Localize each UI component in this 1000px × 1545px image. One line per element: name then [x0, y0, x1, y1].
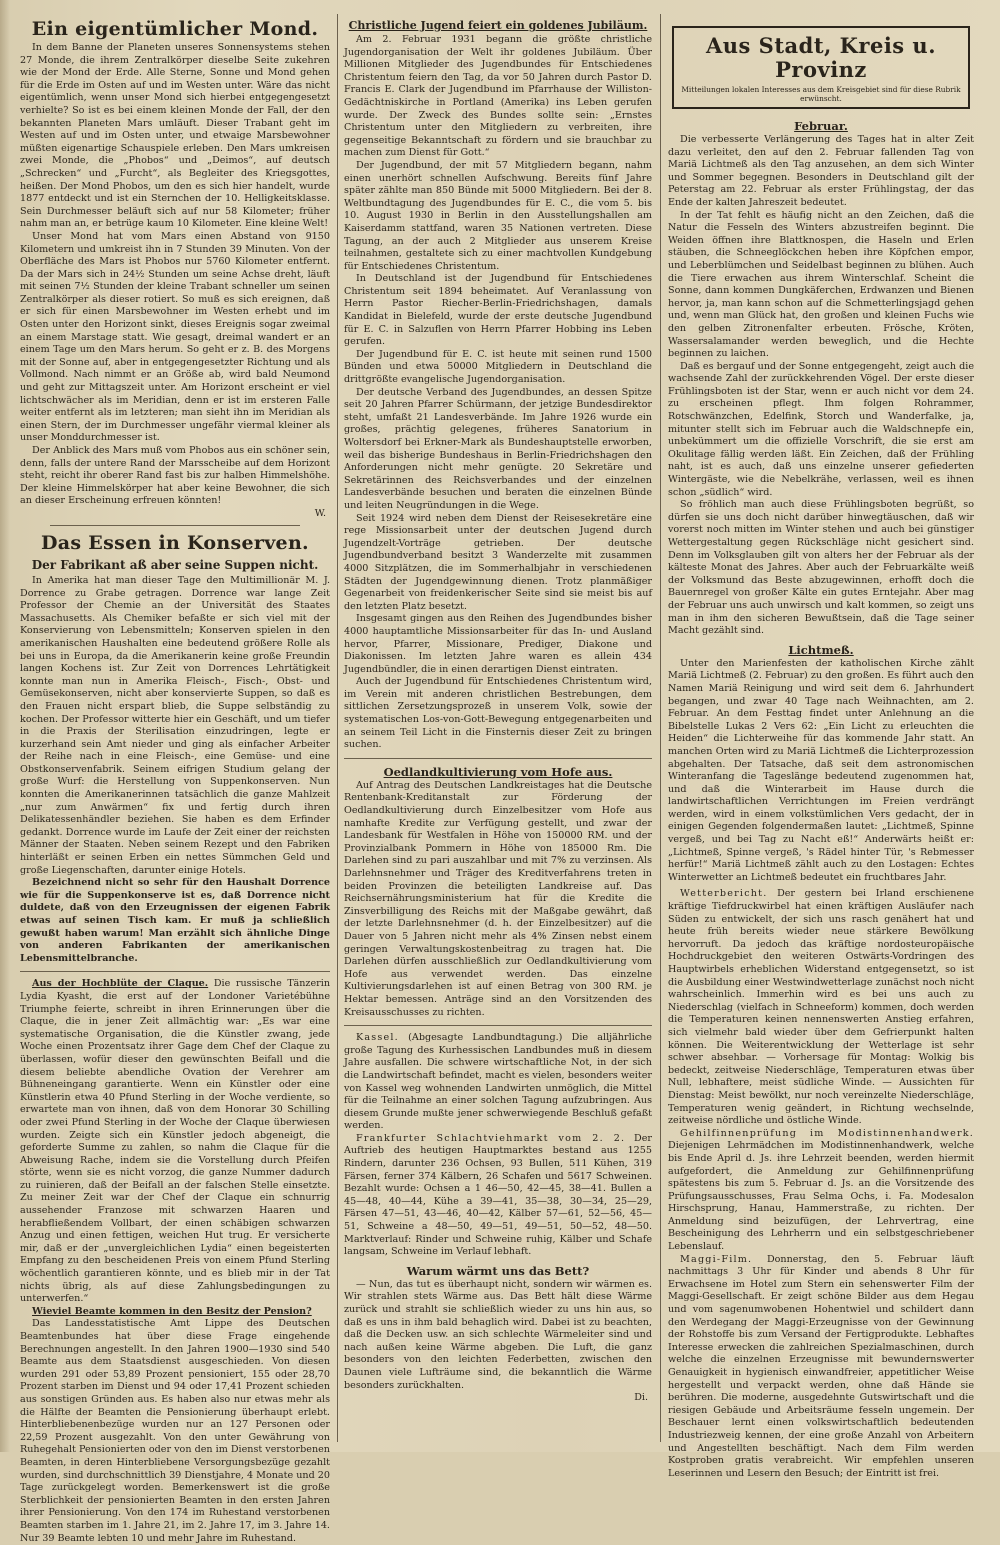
- article-paragraph: Das Landesstatistische Amt Lippe des Deutschen Beamtenbundes hat über diese Frage eingehende Berechnungen angestellt. In den Jahren 1900—1930 sind 540 Beamte aus dem Staatsdienst ausgeschieden. Von diesen wurden 291 oder 53,89 Prozent pensioniert, 155 oder 28,70 Prozent starben im Dienst und 94 oder 17,41 Prozent schieden aus sonstigen Gründen aus. Es haben also nur etwas mehr als die Hälfte der Beamten die Pensionierung überhaupt erlebt. Hinterbliebenenbezüge wurden nur an 127 Personen oder 22,59 Prozent ausgezahlt. Von den unter Gewährung von Ruhegehalt Pensionierten oder von den im Dienst verstorbenen Beamten, in deren Hinterbliebene Versorgungsbezüge gezahlt wurden, sind durchschnittlich 39 Dienstjahre, 4 Monate und 20 Tage zurückgelegt worden. Bemerkenswert ist die große Sterblichkeit der pensionierten Beamten in den ersten Jahren ihrer Pensionierung. Von den 174 im Ruhestand verstorbenen Beamten starben im 1. Jahre 21, im 2. Jahre 17, im 3. Jahre 14. Nur 39 Beamte lebten 10 und mehr Jahre im Ruhestand.: [20, 1318, 330, 1544]
- article-title-februar: Februar.: [794, 119, 848, 133]
- item-lead-claque: Aus der Hochblüte der Claque.: [32, 978, 209, 990]
- article-paragraph: In Amerika hat man dieser Tage den Multimillionär M. J. Dorrence zu Grabe getragen. Dorrence war lange Zeit Professor der Chemie an der Universität des Staates Massachusetts. Als Chemiker befaßte er sich viel mit der Konservierung von Lebensmitteln; Konserven spielen in den amerikanischen Haushalten eine bedeutend größere Rolle als bei uns in Europa, da die Amerikanerin keine große Freundin langen Kochens ist. Zur Zeit von Dorrences Lehrtätigkeit konnte man nun in Amerika Fleisch-, Fisch-, Obst- und Gemüsekonserven, nicht aber konservierte Suppen, so daß es den Frauen nicht erspart blieb, die Suppe selbständig zu kochen. Der Professor witterte hier ein Geschäft, und um tiefer in die Praxis der Sterilisation einzudringen, legte er kurzerhand sein Amt nieder und ging als einfacher Arbeiter der Reihe nach in eine Fleisch-, eine Gemüse- und eine Obstkonservenfabrik. Seinem eifrigen Studium gelang der große Wurf: die Herstellung von Suppenkonserven. Nun konnten die Amerikanerinnen tatsächlich die ganze Mahlzeit „nur zum Anwärmen“ fix und fertig durch ihren Delikatessenhändler beziehen. Sie haben es dem Erfinder gedankt. Dorrence wurde im Laufe der Zeit einer der reichsten Männer der Staaten. Neben seinem Rezept und den Fabriken hinterläßt er seinen Erben ein nettes Sümmchen Geld und große Liegenschaften, darunter einige Hotels.: [20, 574, 330, 876]
- article-paragraph: Unter den Marienfesten der katholischen Kirche zählt Mariä Lichtmeß (2. Februar) zu den großen. Es führt auch den Namen Mariä Reinigung und wird seit dem 6. Jahrhundert begangen, und zwar 40 Tage nach Weihnachten, am 2. Februar. An dem Festtag findet unter Anlehnung an die Bibelstelle Lukas 2 Vers 62: „Ein Licht zu erleuchten die Heiden“ die Lichterweihe für das kommende Jahr statt. An manchen Orten wird zu Mariä Lichtmeß die Lichterprozession abgehalten. Der Tatsache, daß seit dem astronomischen Winteranfang die Tageslänge bedeutend zugenommen hat, und daß die Winterarbeit im Hause durch die landwirtschaftlichen Verrichtungen im Freien verdrängt werden, wird in einem volkstümlichen Vers gedacht, der in einigen Gegenden folgendermaßen lautet: „Lichtmeß, Spinne vergeß, und bei Tag zu Nacht eß!“ Anderwärts heißt er: „Lichtmeß, Spinne vergeß, 's Rädel hinter Tür, 's Rebmesser herfür!“ Mariä Lichtmeß zählt auch zu den Lostagen: Echtes Winterwetter an Lichtmeß bedeutet ein fruchtbares Jahr.: [668, 657, 974, 883]
- article-paragraph: Daß es bergauf und der Sonne entgegengeht, zeigt auch die wachsende Zahl der zurückkehrenden Vögel. Der erste dieser Frühlingsboten ist der Star, wenn er auch nicht vor dem 24. zu erscheinen pflegt. Ihm folgen Rohrammer, Rotschwänzchen, Edelfink, Storch und Wanderfalke, ja, mitunter stellt sich im Februar auch die Waldschnepfe ein, unbekümmert um die offizielle Vorschrift, die sie erst am Okulitage fällig werden läßt. Ein Zeichen, daß der Frühling naht, ist es auch, daß uns einzelne unserer gefiederten Wintergäste, wie die Nebelkrähe, verlassen, weil es ihnen schon „südlich“ wird.: [668, 360, 974, 498]
- article-paragraph: Auf Antrag des Deutschen Landkreistages hat die Deutsche Rentenbank-Kreditanstalt zur Förderung der Oedlandkultivierung durch Einzelbesitzer vom Hofe aus namhafte Kredite zur Verfügung gestellt, und zwar der Landesbank für Westfalen in Höhe von 150000 RM. und der Provinzialbank Pommern in Höhe von 185000 Rm. Die Darlehen sind zu pari auszahlbar und mit 7% zu verzinsen. Als Darlehnsnehmer und Träger des Kreditverfahrens treten in beiden Provinzen die beteiligten Landkreise auf. Das Reichsernährungsministerium hat für die Kredite die Zinsverbilligung des Reichs mit der Maßgabe gewährt, daß der letzte Darlehnsnehmer (d. h. der Einzelbesitzer) auf die Dauer von 5 Jahren nicht mehr als 4% Zinsen nebst einem geringen Verwaltungskostenbeitrag zu tragen hat. Die Darlehen dürfen ausschließlich zur Oedlandkultivierung vom Hofe aus verwendet werden. Das einzelne Kultivierungsdarlehen ist auf einen Betrag von 300 RM. je Hektar bemessen. Anträge sind an den Vorsitzenden des Kreisausschusses zu richten.: [344, 779, 652, 1018]
- article-separator: [50, 525, 300, 526]
- article-paragraph: Unser Mond hat vom Mars einen Abstand von 9150 Kilometern und umkreist ihn in 7 Stunden 39 Minuten. Von der Oberfläche des Mars ist Phobos nur 5760 Kilometer entfernt. Da der Mars sich in 24½ Stunden um seine Achse dreht, läuft mit seinen 7½ Stunden der kleine Trabant schneller um seinen Zentralkörper als dieser rotiert. So muß es sich ereignen, daß er sich für einen Marsbewohner im Westen erhebt und im Osten unter den Horizont sinkt, dieses Ereignis sogar zweimal an einem Marstage statt. Wie gesagt, dreimal wandert er an einem Tage um den Mars herum. So geht er z. B. des Morgens mit der Sonne auf, aber in entgegengesetzter Richtung und als Vollmond. Nach nimmt er an Größe ab, wird bald Neumond und geht zur Mittagszeit unter. Am Horizont erscheint er viel lichtschwächer als im Meridian, denn er ist im ersteren Falle weiter entfernt als im letzteren; man sieht ihn im Meridian als einen Stern, der im Durchmesser ungefähr viermal kleiner als unser Monddurchmesser ist.: [20, 230, 330, 444]
- section-masthead-subtitle: Mitteilungen lokalen Interesses aus dem Kreisgebiet sind für diese Rubrik erwünscht.: [681, 85, 961, 103]
- article-paragraph: In der Tat fehlt es häufig nicht an den Zeichen, daß die Natur die Fesseln des Winters abzustreifen beginnt. Die Weiden öffnen ihre Blattknospen, die Haseln und Erlen stäuben, die Schneeglöckchen heben ihre Köpfchen empor, und Leberblümchen und Seidelbast beginnen zu blühen. Auch die Tiere erwachen aus ihrem Winterschlaf. Scheint die Sonne, dann kommen Dungkäferchen, Erdwanzen und Bienen hervor, ja, man kann schon auf die Schmetterlingsjagd gehen und, wenn man Glück hat, den großen und kleinen Fuchs wie den gelben Zitronenfalter erbeuten. Frösche, Kröten, Wassersalamander werden beweglich, und die Hechte beginnen zu laichen.: [668, 209, 974, 360]
- article-paragraph: So fröhlich man auch diese Frühlingsboten begrüßt, so dürfen sie uns doch nicht darüber hinwegtäuschen, daß wir vorerst noch mitten im Winter stehen und auch bei günstiger Wettergestaltung gegen Rückschläge nicht gesichert sind. Denn im Volksglauben gilt von alters her der Februar als der kälteste Monat des Jahres. Aber auch der Februarkälte weiß der Volksmund das Beste abzugewinnen, erhofft doch die Bauernregel von großer Kälte ein gutes Erntejahr. Aber mag der Februar uns auch unwirsch und kalt kommen, so zeigt uns man in ihm den sicheren Bewußtsein, daß die Tage seiner Macht gezählt sind.: [668, 499, 974, 637]
- column-middle: [344, 14, 652, 1440]
- article-separator: [344, 758, 652, 759]
- article-paragraph: In Deutschland ist der Jugendbund für Entschiedenes Christentum seit 1894 beheimatet. Auf Veranlassung von Herrn Pastor Riecher-Berlin-Friedrichshagen, damals Kandidat in Bielefeld, wurde der erste deutsche Jugendbund für E. C. in Salzuflen von Herrn Pfarrer Hobbing ins Leben gerufen.: [344, 273, 652, 348]
- article-title-konserven: Das Essen in Konserven.: [41, 531, 309, 554]
- article-paragraph: Insgesamt gingen aus den Reihen des Jugendbundes bisher 4000 hauptamtliche Missionsarbeiter für das In- und Ausland hervor, Pfarrer, Missionare, Prediger, Diakone und Diakonissen. Im letzten Jahre waren es allein 434 Jugendbündler, die in einen derartigen Dienst eintraten.: [344, 613, 652, 675]
- article-paragraph: Seit 1924 wird neben dem Dienst der Reisesekretäre eine rege Missionsarbeit unter der deutschen Jugend durch Jugendzelt-Vorträge getrieben. Der deutsche Jugendbundverband besitzt 3 Wanderzelte mit zusammen 4000 Sitzplätzen, die im Sommerhalbjahr in verschiedenen Städten der Jugendgewinnung dienen. Trotz planmäßiger Gegenarbeit von freidenkerischer Seite sind sie meist bis auf den letzten Platz besetzt.: [344, 512, 652, 612]
- article-separator: [344, 1025, 652, 1026]
- item-text: Der gestern bei Irland erschienene kräftige Tiefdruckwirbel hat einen kräftigen Ausläufer nach Süden zu entwickelt, der sich uns rasch genähert hat und heute früh bereits wieder neue stärkere Bewölkung hervorruft. Da jedoch das kräftige nordosteuropäische Hochdruckgebiet den weiteren Ostwärts-Vordringen des Hauptwirbels erheblichen Widerstand entgegensetzt, so ist die Ausbildung einer Westwindwetterlage zunächst noch nicht wahrscheinlich. Immerhin wird es bei uns auch zu Niederschlag (vielfach in Schneeform) kommen, doch werden die Temperaturen keinen nennenswerten Anstieg erfahren, sich vielmehr bald wieder über dem Gefrierpunkt halten können. Die Weiterentwicklung der Wetterlage ist sehr schwer absehbar. — Vorhersage für Montag: Wolkig bis bedeckt, zeitweise Niederschläge, Temperaturen etwas über Null, lebhaftere, meist südliche Winde. — Aussichten für Dienstag: Meist bewölkt, nur noch vereinzelte Niederschläge, Temperaturen wenig geändert, in Richtung wechselnde, zeitweise nördliche und östliche Winde.: [668, 888, 974, 1127]
- item-text: Die russische Tänzerin Lydia Kyasht, die erst auf der Londoner Varietébühne Triumphe feierte, schreibt in ihren Erinnerungen über die Claque, die in jener Zeit allmächtig war: „Es war eine systematische Organisation, die die Künstler zwang, jede Woche einen Prozentsatz ihrer Gage dem Chef der Claque zu überlassen, wofür dieser den gewünschten Beifall und die diesem beliebte abendliche Ovation der Verehrer am Bühneneingang garantierte. Wenn ein Künstler oder eine Künstlerin etwa 40 Pfund Sterling in der Woche verdiente, so erwartete man von ihnen, daß von dem Honorar 30 Schilling oder zwei Pfund Sterling in der Woche der Claque überwiesen wurden. Zeigte sich ein Künstler jedoch abgeneigt, die geforderte Summe zu zahlen, so nahm die Claque für die Abweisung Rache, indem sie die Vorstellung durch Pfeifen störte, wenn sie es nicht vorzog, die ganze Nummer dadurch zu ruinieren, daß der Beifall an der falschen Stelle einsetzte. Zu meiner Zeit war der Chef der Claque ein schnurrig aussehender Franzose mit schwarzen Haaren und herabfließendem Vollbart, der einen schäbigen schwarzen Anzug und einen fettigen, weichen Hut trug. Er versicherte mir, daß er der „unvergleichlichen Lydia“ einen begeisterten Empfang zu den bescheidenen Preis von einem Pfund Sterling wöchentlich garantieren könnte, und es blieb mir in der Tat nichts übrig, als auf diese Zahlungsbedingungen zu unterwerfen.“: [20, 978, 330, 1305]
- article-paragraph: Der deutsche Verband des Jugendbundes, an dessen Spitze seit 20 Jahren Pfarrer Schürmann, der jetzige Bundesdirektor steht, umfaßt 21 Landesverbände. Im Jahre 1926 wurde ein großes, prächtig gelegenes, früheres Sanatorium in Woltersdorf bei Erkner-Mark als Bundeshauptstelle erworben, weil das bisherige Bundeshaus in Berlin-Friedrichshagen den Anforderungen nicht mehr genügte. 20 Sekretäre und Sekretärinnen des Reichsverbandes und der einzelnen Landesverbände besuchen und beraten die einzelnen Bünde und leiten Neugründungen in die Wege.: [344, 386, 652, 511]
- article-paragraph: Der Jugendbund für E. C. ist heute mit seinen rund 1500 Bünden und etwa 50000 Mitgliedern in Deutschland die drittgrößte evangelische Jugendorganisation.: [344, 348, 652, 386]
- article-separator: [20, 971, 330, 972]
- item-text: Donnerstag, den 5. Februar läuft nachmittags 3 Uhr für Kinder und abends 8 Uhr für Erwachsene im Hotel zum Stern ein sehenswerter Film der Maggi-Gesellschaft. Er zeigt schöne Bilder aus dem Hegau und vom sagenumwobenen Hohentwiel und schildert dann den Werdegang der Maggi-Erzeugnisse von der Gewinnung der Rohstoffe bis zum Versand der Fertigprodukte. Lebhaftes Interesse erwecken die zahlreichen Spezialmaschinen, durch welche die einzelnen Erzeugnisse mit bewundernswerter Genauigkeit in hygienisch einwandfreier, appetitlicher Weise hergestellt und verpackt werden, ohne daß Hände sie berühren. Die moderne, ausgedehnte Gutswirtschaft und die riesigen Gebäude und Arbeitsräume fesseln ungemein. Der Beschauer lernt einen volkswirtschaftlich bedeutenden Industriezweig kennen, der eine große Anzahl von Arbeitern und Angestellten beschäftigt. Nach dem Film werden Kostproben gratis verabreicht. Wir empfehlen unseren Leserinnen und Lesern den Besuch; der Eintritt ist frei.: [668, 1253, 974, 1479]
- item-text: (Abgesagte Landbundtagung.) Die alljährliche große Tagung des Kurhessischen Landbundes muß in diesem Jahre ausfallen. Die schwere wirtschaftliche Not, in der sich die Landwirtschaft befindet, macht es vielen, besonders weiter von Kassel weg wohnenden Landwirten unmöglich, die Mittel für die Teilnahme an einer solchen Tagung aufzubringen. Aus diesem Grunde mußte jener schwerwiegende Beschluß gefaßt werden.: [344, 1032, 652, 1132]
- section-masthead: [672, 26, 970, 109]
- article-paragraph: Bezeichnend nicht so sehr für den Haushalt Dorrence wie für die Suppenkonserve ist es, daß Dorrence nicht duldete, daß von den Erzeugnissen der eigenen Fabrik etwas auf seinen Tisch kam. Er muß ja schließlich gewußt haben warum! Man erzählt sich ähnliche Dinge von anderen Fabrikanten der amerikanischen Lebensmittelbranche.: [20, 877, 330, 964]
- item-lead-wetter: Wetterbericht.: [680, 888, 768, 900]
- article-paragraph: Der Anblick des Mars muß vom Phobos aus ein schöner sein, denn, falls der untere Rand der Marsscheibe auf dem Horizont steht, reicht ihr oberer Rand fast bis zur halben Himmelshöhe. Der kleine Himmelskörper hat aber keine Bewohner, die sich an dieser Erscheinung erfreuen könnten!: [20, 445, 330, 507]
- article-paragraph: Am 2. Februar 1931 begann die größte christliche Jugendorganisation der Welt ihr goldenes Jubiläum. Über Millionen Mitglieder des Jugendbundes für Entschiedenes Christentum feiern den Tag, da vor 50 Jahren durch Pastor D. Francis E. Clark der Jugendbund im Pfarrhause der Williston-Gedächtniskirche in Portland (Amerika) ins Leben gerufen wurde. Der Zweck des Bundes sollte sein: „Ernstes Christentum unter den Mitgliedern zu verbreiten, ihre gegenseitige Bekanntschaft zu fördern und sie brauchbar zu machen zum Dienst für Gott.“: [344, 34, 652, 159]
- article-paragraph: Auch der Jugendbund für Entschiedenes Christentum wird, im Verein mit anderen christlichen Bestrebungen, dem sittlichen Zersetzungsprozeß in unserem Volk, sowie der systematischen Los-von-Gott-Bewegung entgegenarbeiten und an seinem Teil Licht in die Finsternis dieser Zeit zu bringen suchen.: [344, 676, 652, 751]
- item-lead-maggi: Maggi-Film.: [680, 1253, 753, 1265]
- item-lead-gehilfinnen: Gehilfinnenprüfung im Modistinnenhandwerk.: [680, 1127, 974, 1139]
- article-signature: Di.: [634, 1392, 648, 1404]
- column-right: [668, 14, 974, 1479]
- item-text: Diejenigen Lehrmädchen im Modistinnenhandwerk, welche bis Ende April d. Js. ihre Lehrzeit beenden, werden hiermit aufgefordert, die Anmeldung zur Gehilfinnenprüfung spätestens bis zum 5. Februar d. Js. an die Vorsitzende des Prüfungsausschusses, Frau Selma Ochs, i. Fa. Modesalon Hirschsprung, Hanau, Hammerstraße, zu richten. Der Anmeldung sind beizufügen, der Lehrvertrag, eine Bescheinigung des Lehrherrn und ein selbstgeschriebener Lebenslauf.: [668, 1140, 974, 1253]
- item-lead-beamte: Wieviel Beamte kommen in den Besitz der Pension?: [32, 1305, 312, 1317]
- item-lead-frankfurt: Frankfurter Schlachtviehmarkt vom 2. 2.: [356, 1132, 626, 1144]
- article-title-lichtmess: Lichtmeß.: [788, 642, 854, 657]
- article-paragraph: In dem Banne der Planeten unseres Sonnensystems stehen 27 Monde, die ihrem Zentralkörper dieselbe Seite zukehren wie der Mond der Erde. Alle Sterne, Sonne und Mond gehen für die Erde im Osten auf und im Westen unter. Wäre das nicht eigentümlich, wenn unser Mond sich hierbei entgegengesetzt verhielte? So ist es bei einem kleinen Monde der Fall, der den bekannten Planeten Mars umläuft. Dieser Trabant geht im Westen auf und im Osten unter, und etwaige Marsbewohner müßten eigenartige Schauspiele erleben. Den Mars umkreisen zwei Monde, die „Phobos“ und „Deimos“, auf deutsch „Schrecken“ und „Furcht“, als Begleiter des Kriegsgottes, heißen. Der Mond Phobos, um den es sich hier handelt, wurde 1877 entdeckt und ist ein Sternchen der 10. Helligkeitsklasse. Sein Durchmesser beläuft sich auf nur 58 Kilometer; früher nahm man an, er betrüge kaum 10 Kilometer. Eine kleine Welt!: [20, 42, 330, 230]
- item-lead-kassel: Kassel.: [356, 1032, 399, 1044]
- section-masthead-title: Aus Stadt, Kreis u. Provinz: [705, 33, 937, 82]
- article-signature: W.: [314, 507, 326, 519]
- article-title-bett: Warum wärmt uns das Bett?: [406, 1263, 590, 1278]
- article-paragraph: Die verbesserte Verlängerung des Tages hat in alter Zeit dazu verleitet, den auf den 2. Februar fallenden Tag von Mariä Lichtmeß als den Tag anzusehen, an dem sich Winter und Sommer begegnen. Besonders in Deutschland gilt der Peterstag am 22. Februar als erster Frühlingstag, der das Ende der kalten Jahreszeit bedeutet.: [668, 134, 974, 208]
- article-title-jugend: Christliche Jugend feiert ein goldenes Jubiläum.: [348, 19, 648, 32]
- article-subtitle: Der Fabrikant aß aber seine Suppen nicht.: [31, 557, 319, 572]
- article-paragraph: Der Jugendbund, der mit 57 Mitgliedern begann, nahm einen unerhört schnellen Aufschwung. Bereits fünf Jahre später zählte man 850 Bünde mit 5000 Mitgliedern. Bei der 8. Weltbundtagung des Jugendbundes für E. C., die vom 5. bis 10. August 1930 in Berlin in den Ausstellungshallen am Kaiserdamm stattfand, waren 35 Nationen vertreten. Diese Tagung, an der auch 2 Mitglieder aus unserem Kreise teilnahmen, gestaltete sich zu einer machtvollen Kundgebung für Entschiedenes Christentum.: [344, 159, 652, 272]
- column-left: [20, 14, 330, 1544]
- article-paragraph: — Nun, das tut es überhaupt nicht, sondern wir wärmen es. Wir strahlen stets Wärme aus. Das Bett hält diese Wärme zurück und strahlt sie schließlich wieder zu uns hin aus, so daß es uns in ihm bald behaglich wird. Dabei ist zu beachten, daß die Decken usw. an sich schlechte Wärmeleiter sind und nach außen keine Wärme abgeben. Die Luft, die ganz besonders von den leichten Federbetten, zwischen den Daunen viele Lufträume sind, die bekanntlich die Wärme besonders zurückhalten.: [344, 1278, 652, 1391]
- page-fold-shadow: [0, 0, 10, 1452]
- article-title-mond: Ein eigentümlicher Mond.: [31, 18, 319, 40]
- item-text: Der Auftrieb des heutigen Hauptmarktes bestand aus 1255 Rindern, darunter 236 Ochsen, 93 Bullen, 511 Kühen, 319 Färsen, ferner 374 Kälbern, 26 Schafen und 5617 Schweinen. Bezahlt wurde: Ochsen a 1 46—50, 42—45, 38—41. Bullen a 45—48, 40—44, Kühe a 39—41, 35—38, 30—34, 25—29, Färsen 47—51, 43—46, 40—42, Kälber 57—61, 52—56, 45—51, Schweine a 48—50, 49—51, 49—51, 50—52, 48—50. Marktverlauf: Rinder und Schweine ruhig, Kälber und Schafe langsam, Schweine im Verlauf lebhaft.: [344, 1132, 652, 1258]
- column-rule: [337, 14, 338, 1442]
- column-rule: [660, 14, 661, 1442]
- article-title-oedland: Oedlandkultivierung vom Hofe aus.: [383, 764, 613, 779]
